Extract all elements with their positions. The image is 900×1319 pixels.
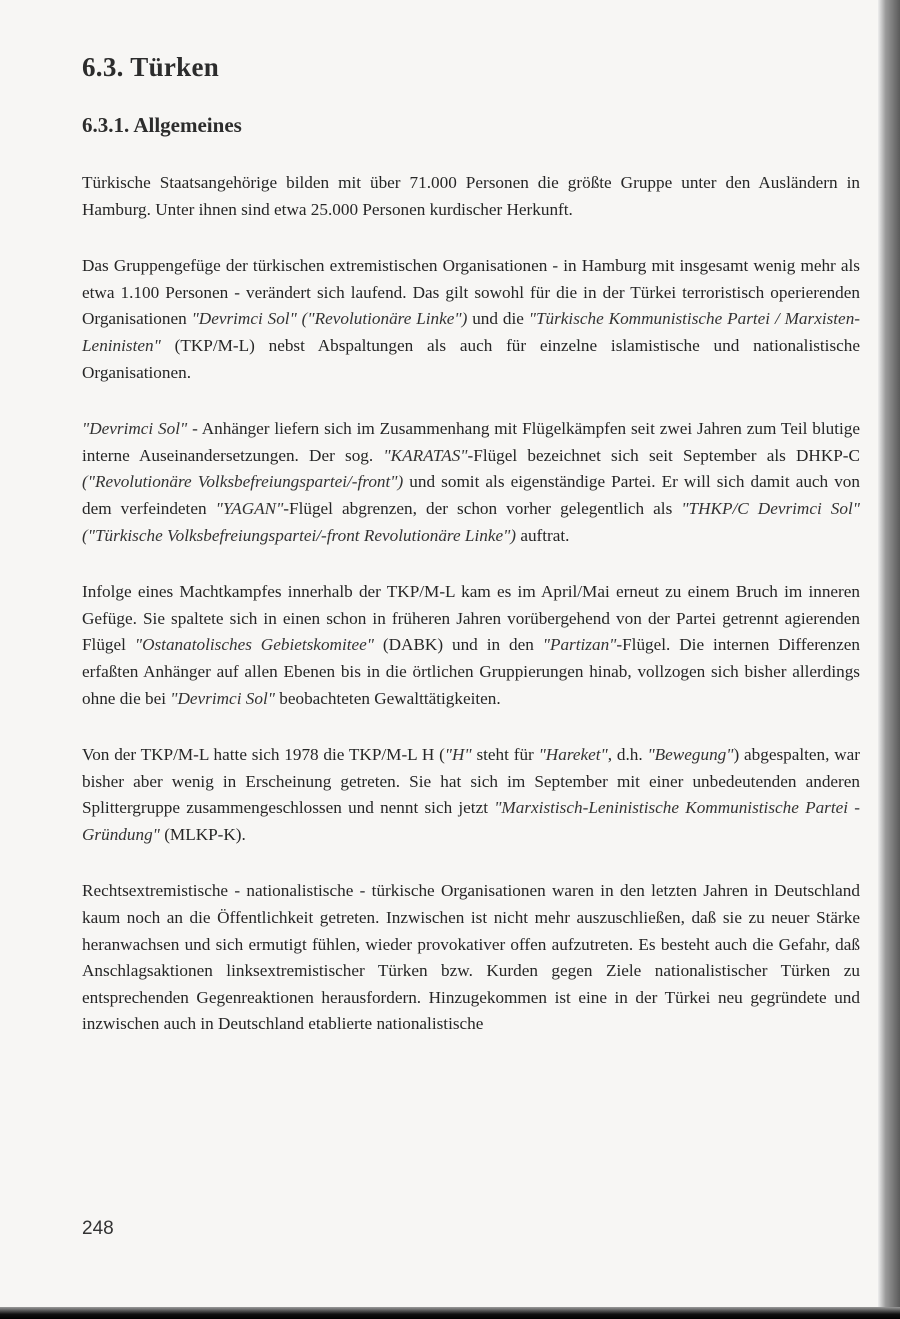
page-bottom-edge: [0, 1307, 900, 1319]
paragraph-3: "Devrimci Sol" - Anhänger liefern sich im Zusammenhang mit Flügelkämpfen seit zwei Jahren zum Teil blutige interne Auseinandersetzungen. Der sog. "KARATAS"-Flügel bezeichnet sich seit September als DHKP-C ("Revolutionäre Volksbefreiungspartei/-front") und somit als eigenständige Partei. Er will sich damit auch von dem verfeindeten "YAGAN"-Flügel abgrenzen, der schon vorher gelegentlich als "THKP/C Devrimci Sol" ("Türkische Volksbefreiungspartei/-front Revolutionäre Linke") auftrat.: [82, 419, 860, 545]
section-heading: 6.3. Türken: [82, 52, 220, 82]
paragraph-6: Rechtsextremistische - nationalistische - türkische Organisationen waren in den letzten Jahren in Deutschland kaum noch an die Öffentlichkeit getreten. Inzwischen ist nicht mehr auszuschließen, daß sie zu neuer Stärke heranwachsen und sich ermutigt fühlen, wieder provokativer offen aufzutreten. Es besteht auch die Gefahr, daß Anschlagsaktionen linksextremistischer Türken bzw. Kurden gegen Ziele nationalistischer Türken zu entsprechenden Gegenreaktionen herausfordern. Hinzugekommen ist eine in der Türkei neu gegründete und inzwischen auch in Deutschland etablierte nationalistische: [82, 881, 860, 1034]
subsection-heading: 6.3.1. Allgemeines: [82, 113, 242, 137]
paragraph-4: Infolge eines Machtkampfes innerhalb der TKP/M-L kam es im April/Mai erneut zu einem Bruch im inneren Gefüge. Sie spaltete sich in einen schon in früheren Jahren vorübergehend von der Partei getrennt agierenden Flügel "Ostanatolisches Gebietskomitee" (DABK) und in den "Partizan"-Flügel. Die internen Differenzen erfaßten Anhänger auf allen Ebenen bis in die örtlichen Gruppierungen hinab, vollzogen sich bisher allerdings ohne die bei "Devrimci Sol" beobachteten Gewalttätigkeiten.: [82, 582, 860, 708]
paragraph-5: Von der TKP/M-L hatte sich 1978 die TKP/M-L H ("H" steht für "Hareket", d.h. "Bewegung") abgespalten, war bisher aber wenig in Erscheinung getreten. Sie hat sich im September mit einer unbedeutenden anderen Splittergruppe zusammengeschlossen und nennt sich jetzt "Marxistisch-Leninistische Kommunistische Partei - Gründung" (MLKP-K).: [82, 745, 861, 844]
paragraph-2: Das Gruppengefüge der türkischen extremistischen Organisationen - in Hamburg mit insgesamt wenig mehr als etwa 1.100 Personen - verändert sich laufend. Das gilt sowohl für die in der Türkei terroristisch operierenden Organisationen "Devrimci Sol" ("Revolutionäre Linke") und die "Türkische Kommunistische Partei / Marxisten-Leninisten" (TKP/M-L) nebst Abspaltungen als auch für einzelne islamistische und nationalistische Organisationen.: [82, 256, 861, 382]
page-number: 248: [82, 1218, 114, 1239]
page-binding-edge: [878, 0, 900, 1319]
page-content: [82, 52, 860, 1038]
paragraph-1: Türkische Staatsangehörige bilden mit über 71.000 Personen die größte Gruppe unter den Ausländern in Hamburg. Unter ihnen sind etwa 25.000 Personen kurdischer Herkunft.: [82, 173, 860, 219]
